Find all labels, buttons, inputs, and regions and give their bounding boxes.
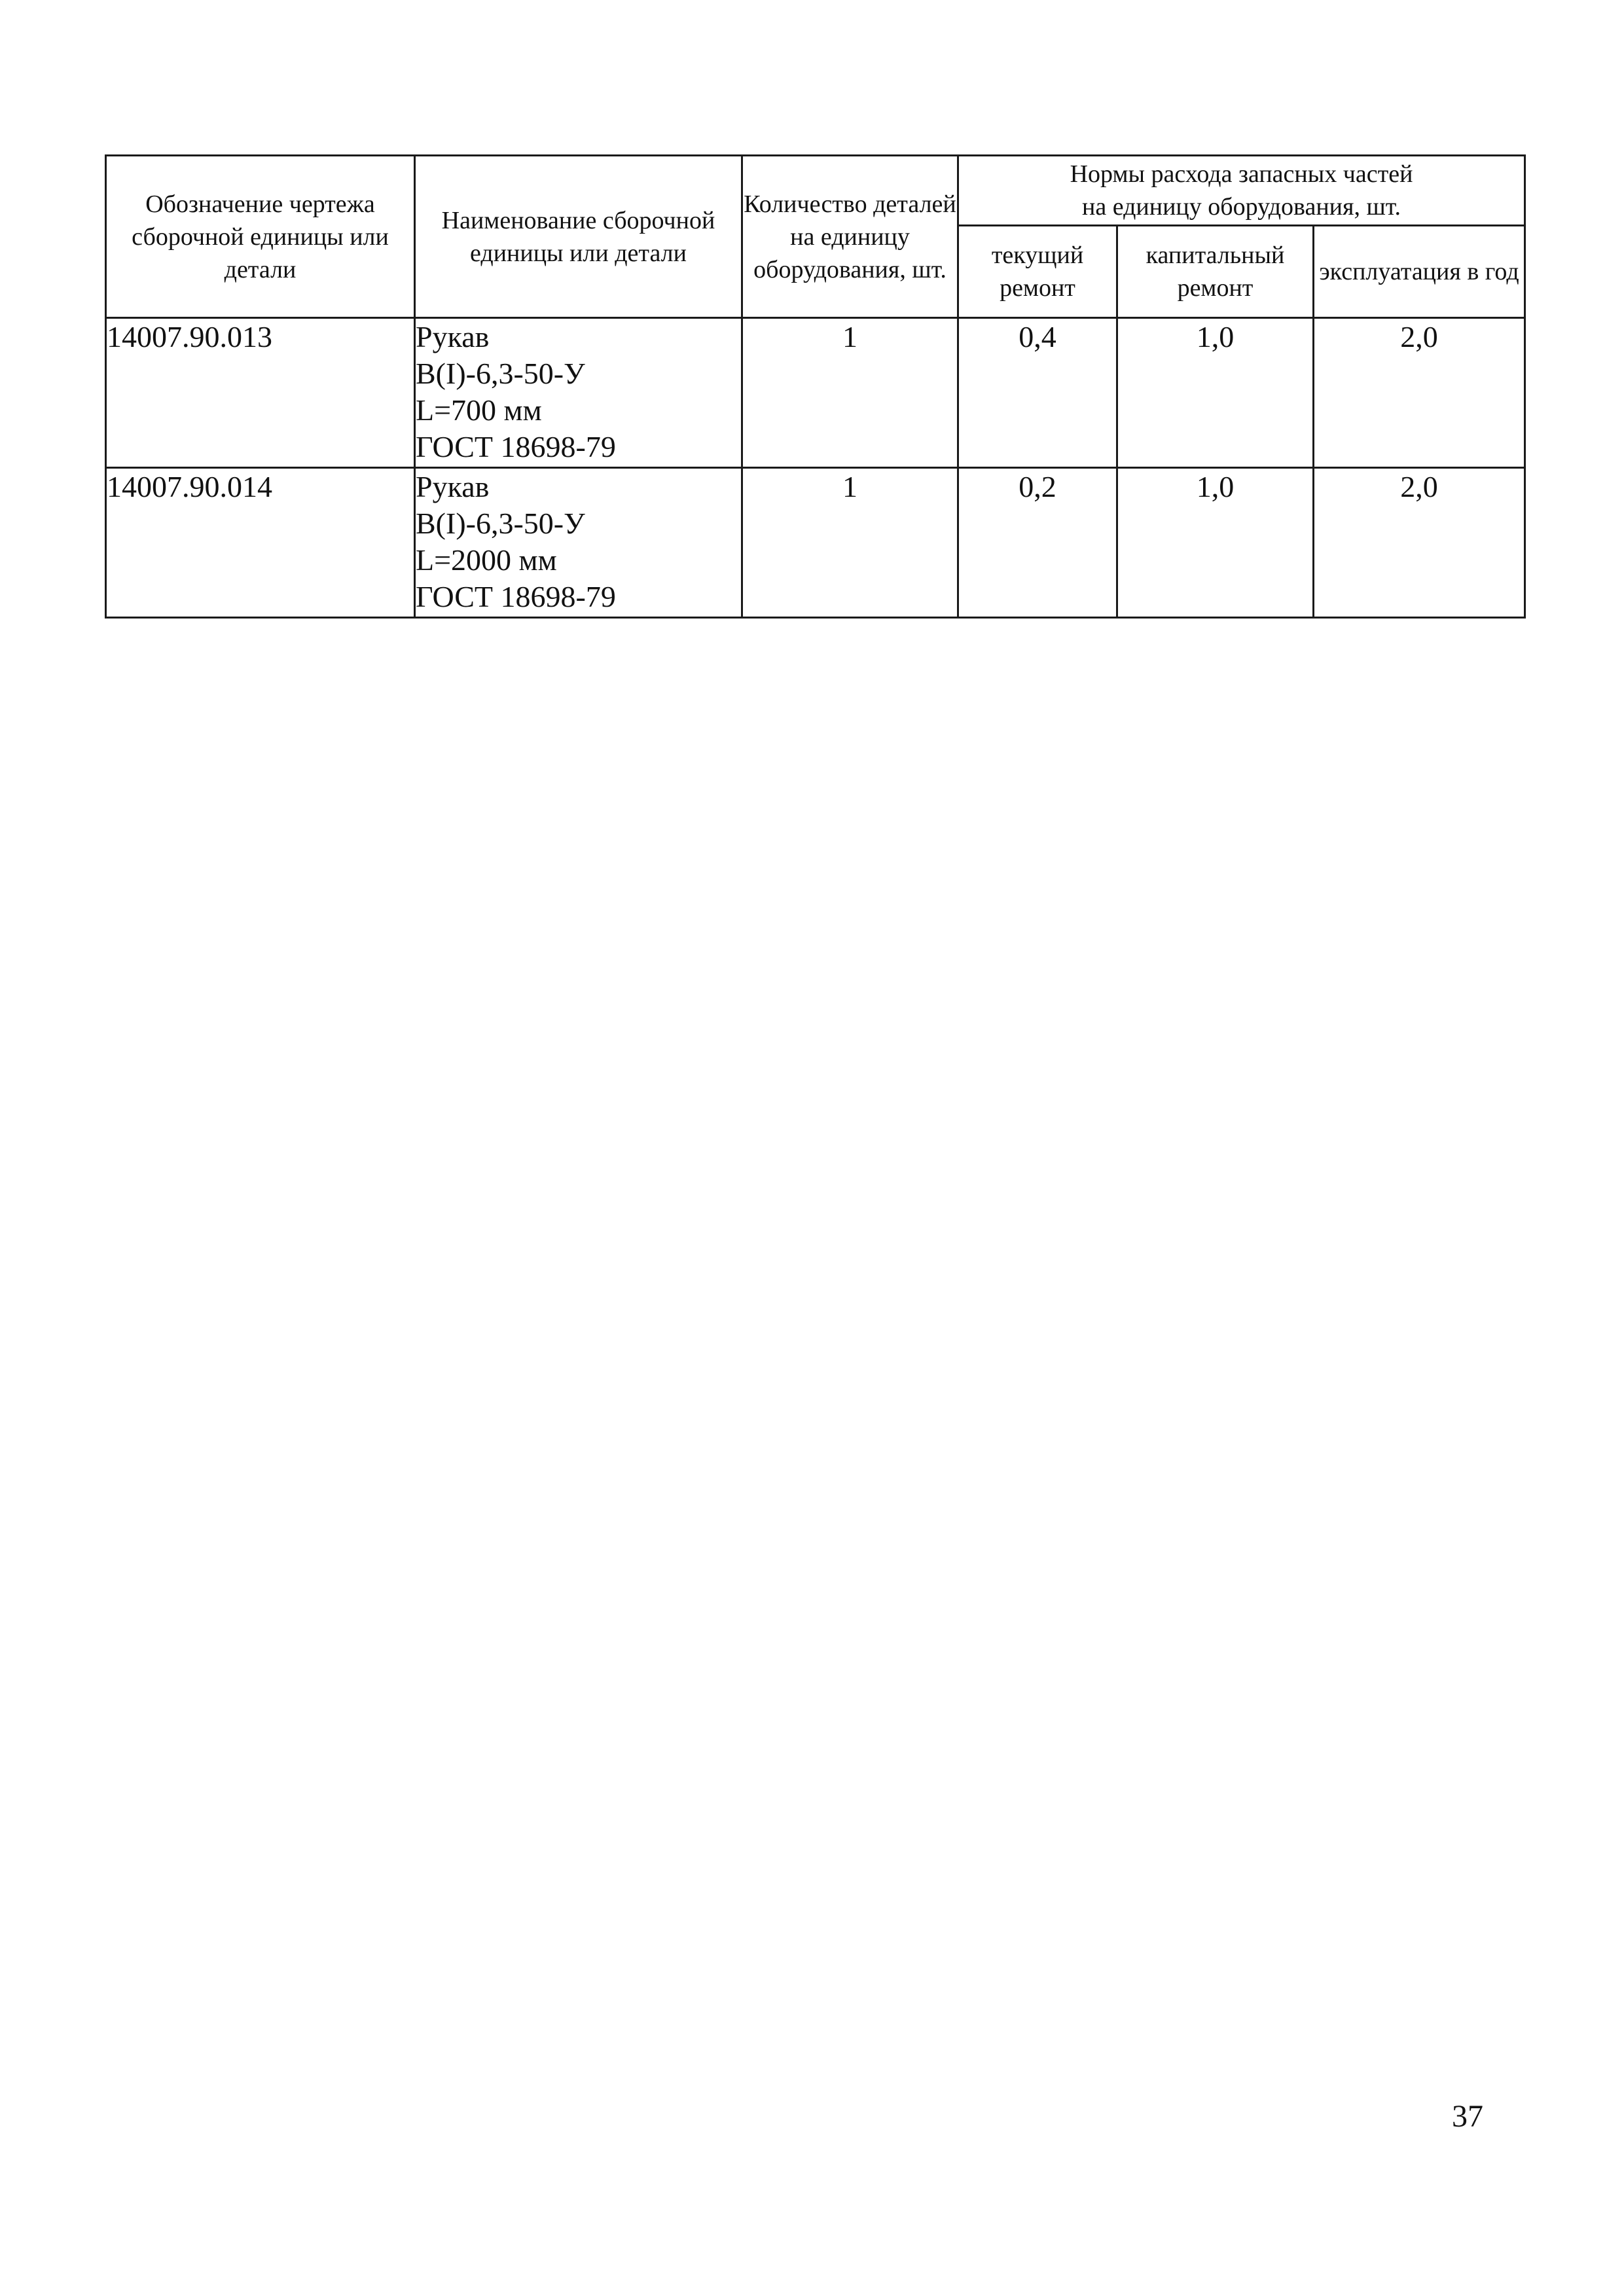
spare-parts-table [105,154,1526,619]
cell-capital-repair: 1,0 [1117,318,1314,468]
header-capital-repair: капитальный ремонт [1117,226,1314,318]
name-line: Рукав [416,320,490,353]
page-number: 37 [1452,2099,1483,2134]
cell-name [415,318,742,468]
name-line: В(I)-6,3-50-У [416,507,585,540]
header-operation-per-year: эксплуатация в год [1314,226,1525,318]
cell-current-repair: 0,2 [958,468,1117,618]
cell-designation: 14007.90.013 [106,318,415,468]
name-line: L=2000 мм [416,543,557,577]
name-line: L=700 мм [416,393,542,427]
header-row-1 [106,156,1525,226]
header-designation: Обозначение чертежа сборочной единицы или детали [106,156,415,318]
header-name: Наименование сборочной единицы или детали [415,156,742,318]
name-line: Рукав [416,470,490,503]
cell-name [415,468,742,618]
cell-capital-repair: 1,0 [1117,468,1314,618]
header-norms-line2: на единицу оборудования, шт. [1082,193,1401,221]
cell-current-repair: 0,4 [958,318,1117,468]
cell-operation-per-year: 2,0 [1314,468,1525,618]
name-line: ГОСТ 18698-79 [416,580,616,613]
table-row [106,468,1525,618]
cell-operation-per-year: 2,0 [1314,318,1525,468]
table-row [106,318,1525,468]
header-norms-group [958,156,1525,226]
cell-quantity: 1 [742,318,958,468]
header-quantity: Количество деталей на единицу оборудования, шт. [742,156,958,318]
header-norms-line1: Нормы расхода запасных частей [1070,160,1413,188]
cell-designation: 14007.90.014 [106,468,415,618]
name-line: ГОСТ 18698-79 [416,430,616,463]
header-current-repair: текущий ремонт [958,226,1117,318]
cell-quantity: 1 [742,468,958,618]
name-line: В(I)-6,3-50-У [416,357,585,390]
